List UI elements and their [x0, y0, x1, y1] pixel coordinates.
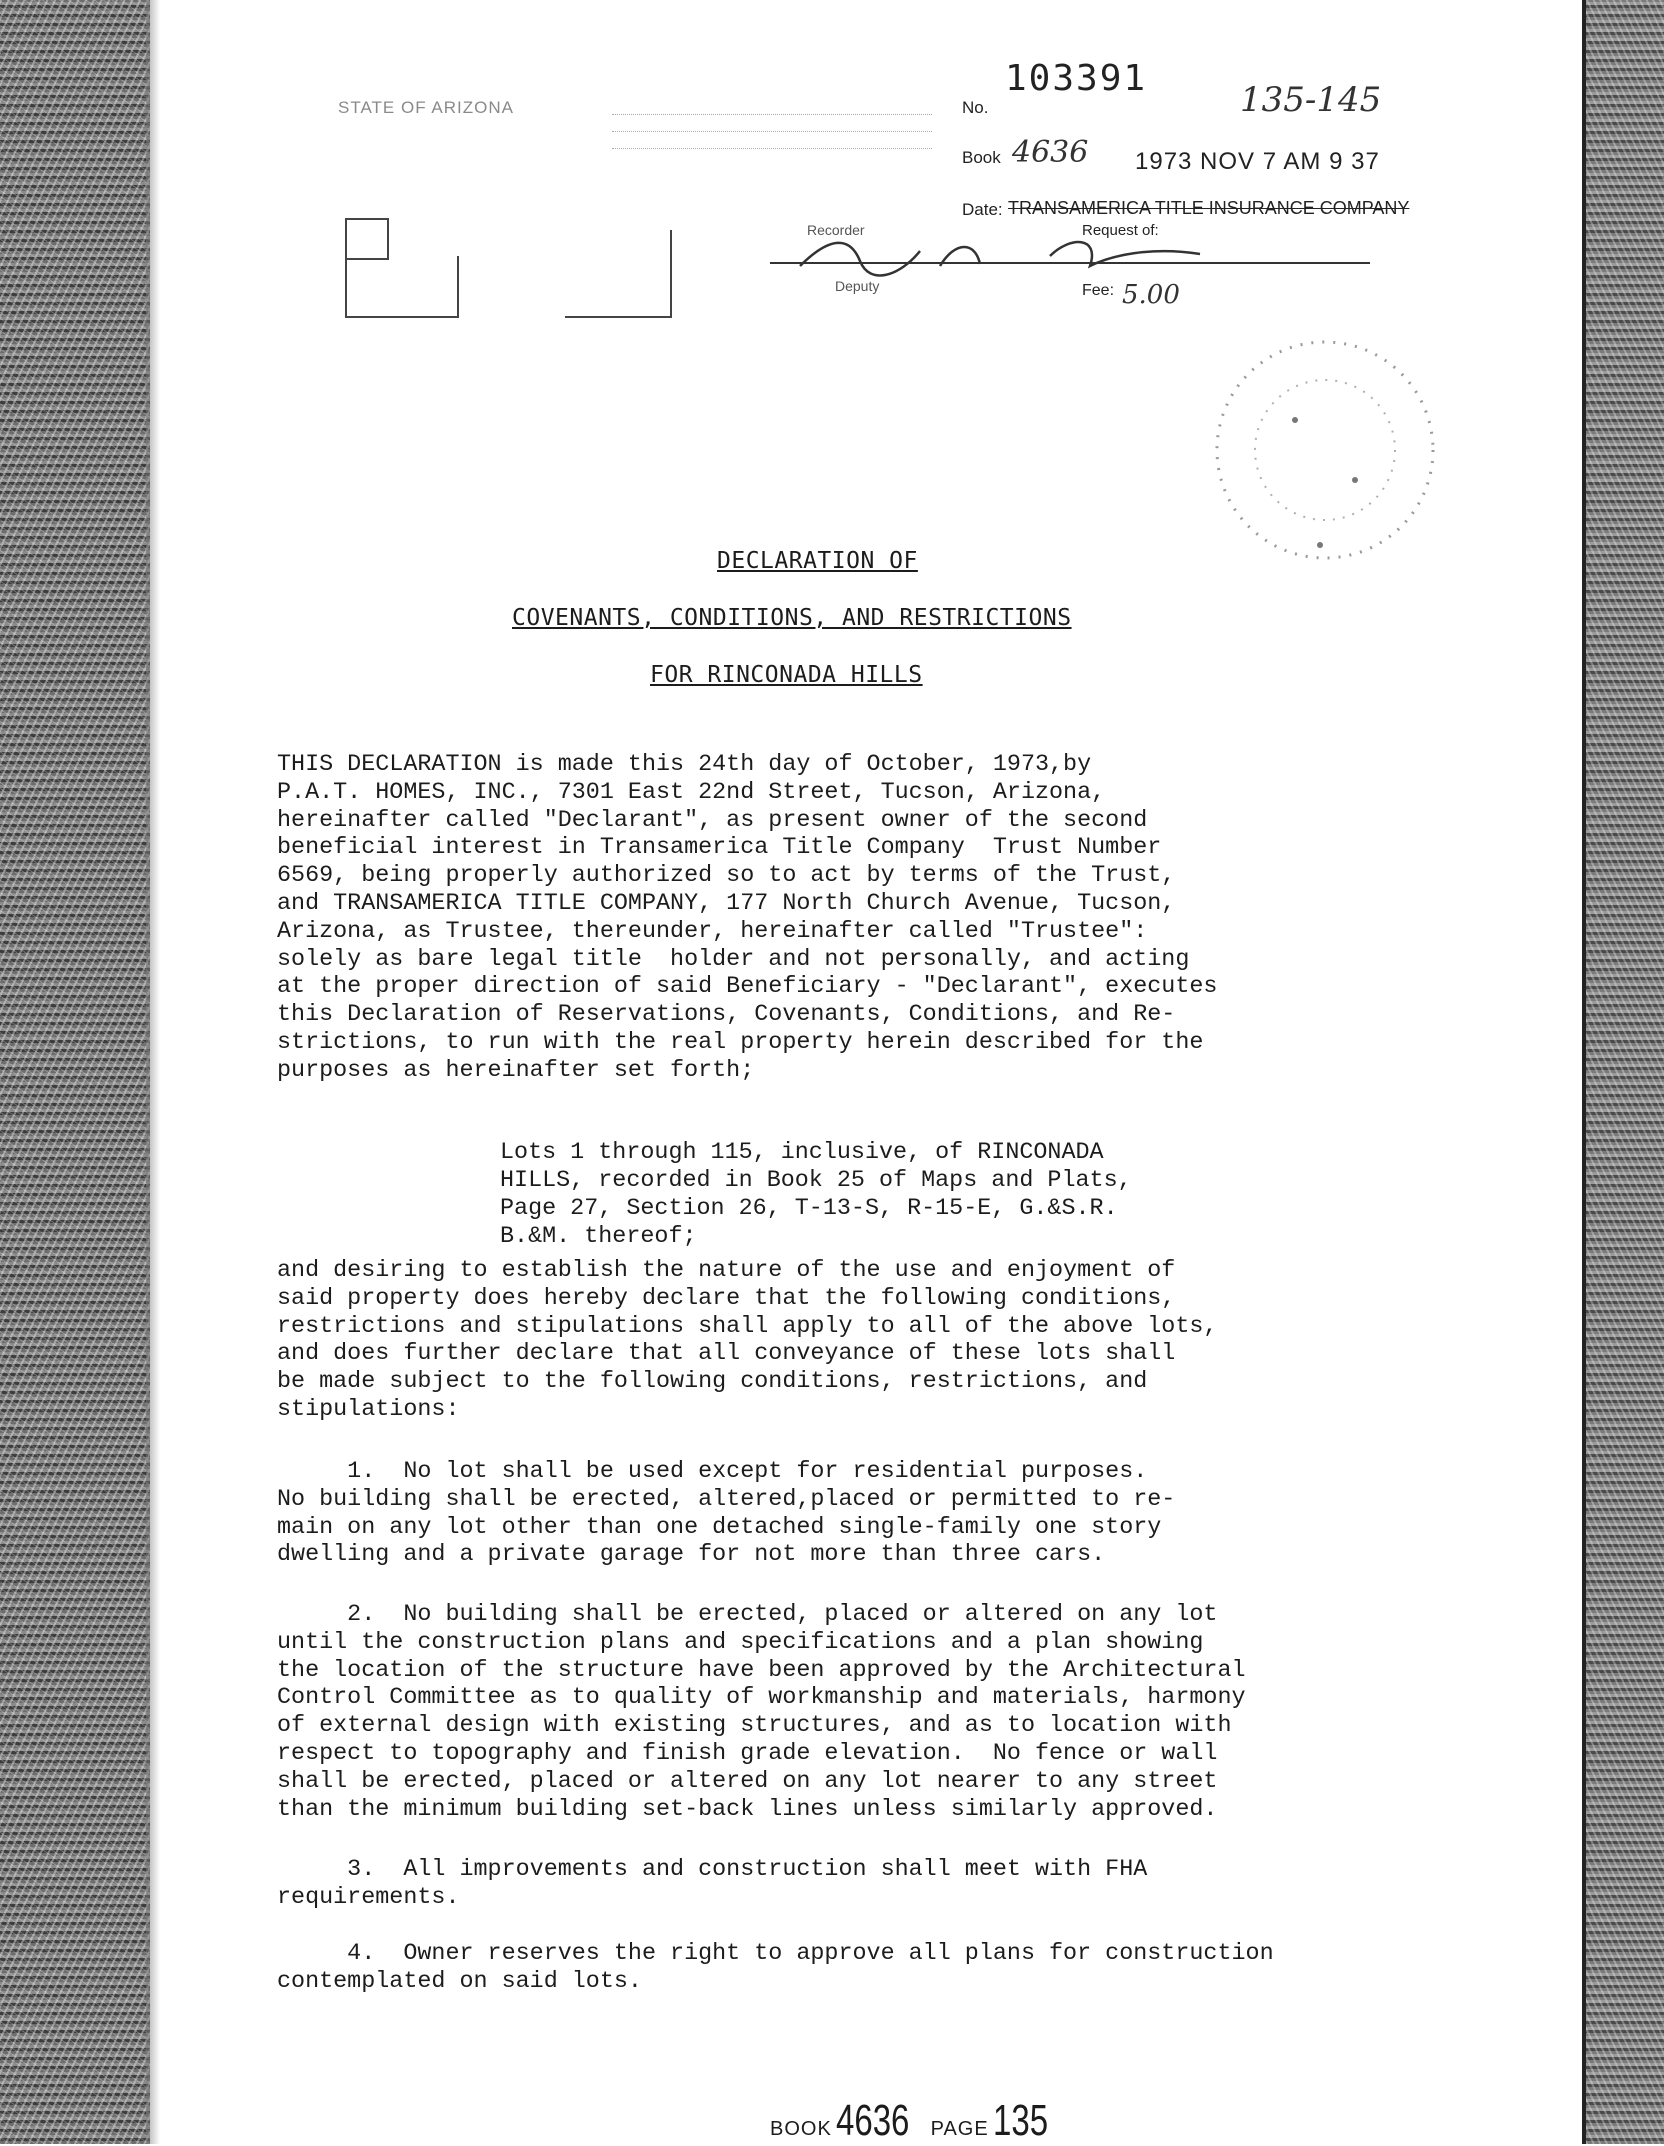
recorder-signature [790, 226, 1210, 286]
covenant-item-3: 3. All improvements and construction shall meet with FHA requirements. [277, 1857, 1148, 1911]
stamp-box-right [565, 230, 672, 318]
recording-no-label: No. [962, 98, 989, 117]
fee-label: Fee: [1082, 282, 1115, 299]
state-line: STATE OF ARIZONA [338, 98, 514, 117]
title-declaration: DECLARATION OF [717, 548, 918, 574]
book-number-handwritten: 4636 [1012, 135, 1089, 170]
footer-page-number: 135 [993, 2096, 1049, 2145]
faint-certificate-text [612, 98, 932, 188]
intro-paragraph: THIS DECLARATION is made this 24th day of October, 1973,by P.A.T. HOMES, INC., 7301 East 22nd Street, Tucson, Arizona, hereinafter called "Declarant", as present owner of the second beneficial interest in Transamerica Title Company Trust Number 6569, being properly authorized so to act by terms of the Trust, and TRANSAMERICA TITLE COMPANY, 177 North Church Avenue, Tucson, Arizona, as Trustee, thereunder, hereinafter called "Trustee": solely as bare legal title holder and not personally, and acting at the proper direction of said Beneficiary - "Declarant", executes this Declaration of Reservations, Covenants, Conditions, and Re- strictions, to run with the real property herein described for the purposes as hereinafter set forth; [277, 752, 1218, 1084]
covenant-item-2: 2. No building shall be erected, placed or altered on any lot until the construction plans and specifications and a plan showing the location of the structure have been approved by the Architectural Control Committee as to quality of workmanship and materials, harmony of external design with existing structures, and as to location with respect to topography and finish grade elevation. No fence or wall shall be erected, placed or altered on any lot nearer to any street than the minimum building set-back lines unless similarly approved. [277, 1602, 1246, 1823]
footer-page-label: PAGE [930, 2118, 989, 2140]
date-value-company: TRANSAMERICA TITLE INSURANCE COMPANY [1008, 198, 1410, 218]
embossed-seal [1185, 330, 1455, 580]
desiring-paragraph: and desiring to establish the nature of the use and enjoyment of said property does hereby declare that the following conditions, restrictions and stipulations shall apply to all of the above lots, and does further declare that all conveyance of these lots shall be made subject to the following conditions, restrictions, and stipulations: [277, 1258, 1218, 1423]
page-range-handwritten: 135-145 [1240, 80, 1382, 120]
title-rinconada-hills: FOR RINCONADA HILLS [650, 662, 923, 688]
date-label: Date: [962, 200, 1003, 219]
title-covenants: COVENANTS, CONDITIONS, AND RESTRICTIONS [512, 605, 1072, 631]
fee-value-handwritten: 5.00 [1122, 280, 1180, 310]
recorder-label: Recorder [807, 222, 865, 238]
recording-date-time: 1973 NOV 7 AM 9 37 [1135, 148, 1380, 175]
stamp-box-small [345, 218, 389, 260]
book-label: Book [962, 148, 1001, 167]
footer-book-label: BOOK [770, 2118, 832, 2140]
lots-description: Lots 1 through 115, inclusive, of RINCONADA HILLS, recorded in Book 25 of Maps and Plats, Page 27, Section 26, T-13-S, R-15-E, G.&S.R. B.&M. thereof; [500, 1140, 1132, 1250]
footer-book-number: 4636 [836, 2096, 910, 2145]
covenant-item-1: 1. No lot shall be used except for residential purposes. No building shall be erected, altered,placed or permitted to re- main on any lot other than one detached single-family one story dwelling and a private garage for not more than three cars. [277, 1459, 1176, 1569]
deputy-label: Deputy [835, 278, 880, 294]
recording-number: 103391 [1005, 58, 1148, 99]
stamp-box-left [345, 256, 459, 318]
covenant-item-4: 4. Owner reserves the right to approve all plans for construction contemplated on said lots. [277, 1941, 1274, 1995]
book-page-stamp [770, 2096, 1067, 2146]
scan-left-margin [0, 0, 150, 2144]
request-of-label: Request of: [1082, 222, 1159, 239]
scan-right-margin [1582, 0, 1664, 2144]
